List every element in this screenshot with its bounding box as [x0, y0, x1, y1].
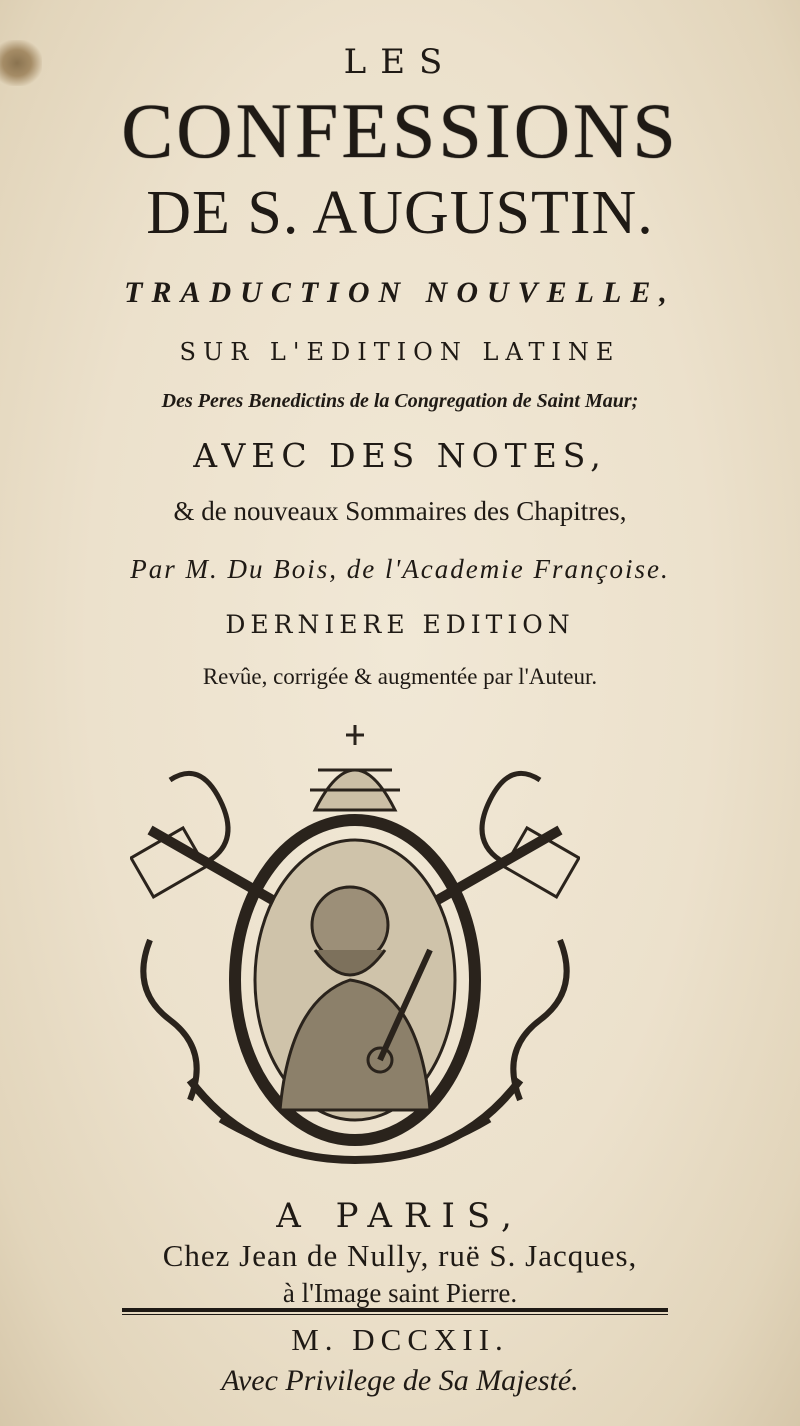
revision-line: Revûe, corrigée & augmentée par l'Auteur. — [202, 664, 598, 689]
edition-line: DERNIERE EDITION — [225, 610, 575, 639]
title-les: LES — [343, 42, 457, 82]
subtitle-edition: SUR L'EDITION LATINE — [179, 338, 621, 366]
title-confessions: CONFESSIONS — [121, 87, 679, 174]
translator-line: Par M. Du Bois, de l'Academie Françoise. — [130, 554, 670, 584]
subtitle-sommaires: & de nouveaux Sommaires des Chapitres, — [173, 496, 627, 526]
imprint-sign: à l'Image saint Pierre. — [282, 1278, 518, 1308]
divider-rule — [122, 1308, 668, 1315]
subtitle-notes: AVEC DES NOTES, — [193, 436, 607, 475]
title-author: DE S. AUGUSTIN. — [146, 179, 654, 247]
imprint-printer: Chez Jean de Nully, ruë S. Jacques, — [162, 1238, 638, 1273]
subtitle-peres: Des Peres Benedictins de la Congregation de Saint Maur; — [161, 390, 639, 412]
imprint-city: A PARIS, — [276, 1196, 524, 1236]
imprint-privilege: Avec Privilege de Sa Majesté. — [221, 1364, 579, 1397]
subtitle-traduction: TRADUCTION NOUVELLE, — [124, 276, 676, 309]
saint-peter-vignette-icon — [130, 720, 580, 1190]
imprint-date: M. DCCXII. — [291, 1322, 509, 1357]
